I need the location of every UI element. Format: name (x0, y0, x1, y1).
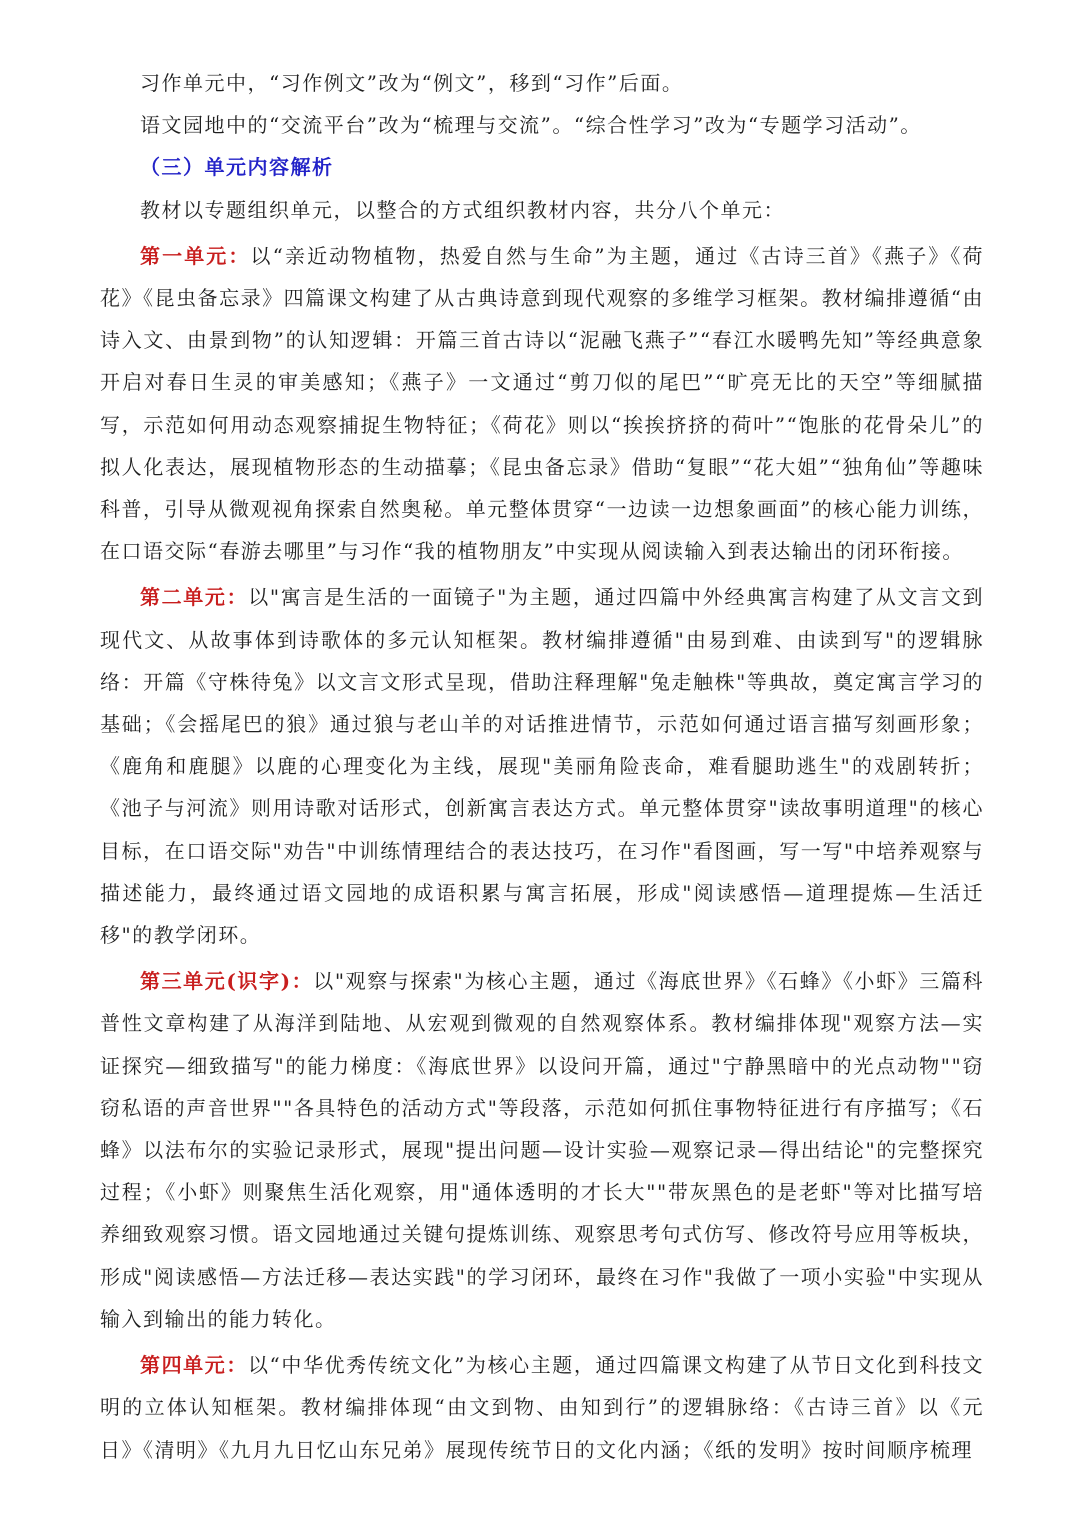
unit-3-paragraph (100, 960, 984, 1340)
unit-3-text: 以"观察与探索"为核心主题，通过《海底世界》《石蜂》《小虾》三篇科普性文章构建了从海洋到陆地、从宏观到微观的自然观察体系。教材编排体现"观察方法—实证探究—细致描写"的能力梯度：《海底世界》以设问开篇，通过"宁静黑暗中的光点动物""窃窃私语的声音世界""各具特色的活动方式"等段落，示范如何抓住事物特征进行有序描写；《石蜂》以法布尔的实验记录形式，展现"提出问题—设计实验—观察记录—得出结论"的完整探究过程；《小虾》则聚焦生活化观察，用"通体透明的才长大""带灰黑色的是老虾"等对比描写培养细致观察习惯。语文园地通过关键句提炼训练、观察思考句式仿写、修改符号应用等板块，形成"阅读感悟—方法迁移—表达实践"的学习闭环，最终在习作"我做了一项小实验"中实现从输入到输出的能力转化。 (100, 969, 984, 1331)
unit-4-paragraph (100, 1344, 984, 1471)
intro-line-1: 习作单元中，“习作例文”改为“例文”，移到“习作”后面。 (140, 71, 684, 95)
section-lead: 教材以专题组织单元，以整合的方式组织教材内容，共分八个单元： (140, 197, 785, 222)
unit-1-label: 第一单元： (140, 243, 251, 268)
unit-1-paragraph (100, 235, 984, 573)
unit-3-label: 第三单元(识字)： (140, 969, 314, 994)
unit-1-text: 以“亲近动物植物，热爱自然与生命”为主题，通过《古诗三首》《燕子》《荷花》《昆虫备忘录》四篇课文构建了从古典诗意到现代观察的多维学习框架。教材编排遵循“由诗入文、由景到物”的认知逻辑：开篇三首古诗以“泥融飞燕子”“春江水暖鸭先知”等经典意象开启对春日生灵的审美感知；《燕子》一文通过“剪刀似的尾巴”“旷亮无比的天空”等细腻描写，示范如何用动态观察捕捉生物特征；《荷花》则以“挨挨挤挤的荷叶”“饱胀的花骨朵儿”的拟人化表达，展现植物形态的生动描摹；《昆虫备忘录》借助“复眼”“花大姐”“独角仙”等趣味科普，引导从微观视角探索自然奥秘。单元整体贯穿“一边读一边想象画面”的核心能力训练，在口语交际“春游去哪里”与习作“我的植物朋友”中实现从阅读输入到表达输出的闭环衔接。 (100, 243, 985, 564)
intro-line-2: 语文园地中的“交流平台”改为“梳理与交流”。“综合性学习”改为“专题学习活动”。 (140, 113, 922, 138)
section-heading: （三）单元内容解析 (140, 155, 334, 180)
unit-2-label: 第二单元： (140, 585, 249, 610)
unit-4-text: 以“中华优秀传统文化”为核心主题，通过四篇课文构建了从节日文化到科技文明的立体认知框架。教材编排体现“由文到物、由知到行”的逻辑脉络：《古诗三首》以《元日》《清明》《九月九日忆山东兄弟》展现传统节日的文化内涵；《纸的发明》按时间顺序梳理 (100, 1353, 985, 1462)
unit-2-text: 以"寓言是生活的一面镜子"为主题，通过四篇中外经典寓言构建了从文言文到现代文、从故事体到诗歌体的多元认知框架。教材编排遵循"由易到难、由读到写"的逻辑脉络：开篇《守株待兔》以文言文形式呈现，借助注释理解"兔走触株"等典故，奠定寓言学习的基础；《会摇尾巴的狼》通过狼与老山羊的对话推进情节，示范如何通过语言描写刻画形象；《鹿角和鹿腿》以鹿的心理变化为主线，展现"美丽角险丧命，难看腿助逃生"的戏剧转折；《池子与河流》则用诗歌对话形式，创新寓言表达方式。单元整体贯穿"读故事明道理"的核心目标，在口语交际"劝告"中训练情理结合的表达技巧，在习作"看图画，写一写"中培养观察与描述能力，最终通过语文园地的成语积累与寓言拓展，形成"阅读感悟—道理提炼—生活迁移"的教学闭环。 (100, 585, 984, 948)
unit-4-label: 第四单元： (140, 1353, 248, 1378)
unit-2-paragraph (100, 576, 984, 956)
